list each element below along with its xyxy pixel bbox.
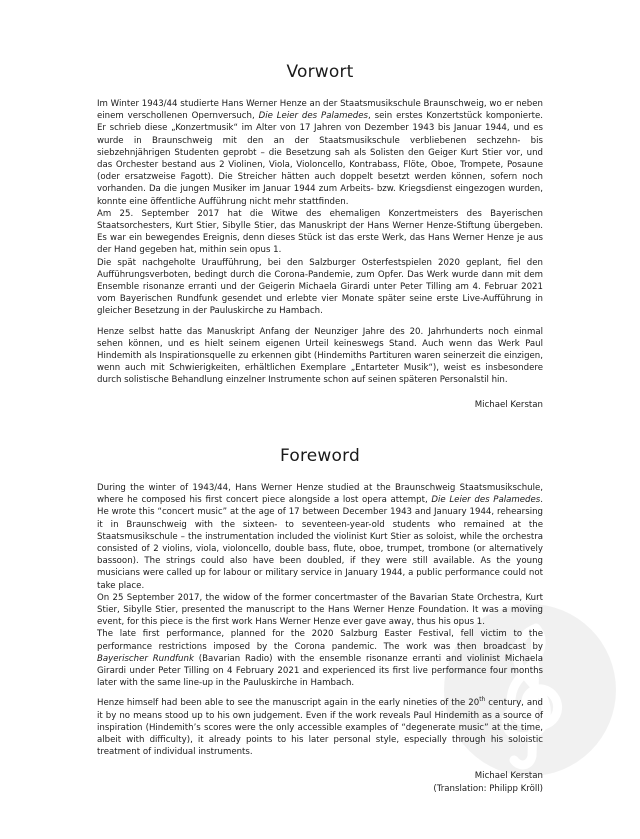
english-paragraph-2: On 25 September 2017, the widow of the former concertmaster of the Bavarian State Orchestra, Kurt Stier, Sibylle Stier, presented the manuscript to the Hans Werner Henze Foundation. It was a moving event, for this piece is the first work Hans Werner Henze ever gave away, thus his opus 1.	[97, 592, 543, 628]
german-paragraph-2: Am 25. September 2017 hat die Witwe des ehemaligen Konzertmeisters des Bayerischen Staatsorchesters, Kurt Stier, Sibylle Stier, das Manuskript der Hans Werner Henze-Stiftung übergeben. Es war ein bewegendes Ereignis, denn dieses Stück ist das erste Werk, das Hans Werner Henze je aus der Hand gegeben hat, mithin sein opus 1.	[97, 208, 543, 256]
english-signature: Michael Kerstan	[474, 771, 543, 782]
english-opera-title: Die Leier des Palamedes	[431, 495, 541, 506]
german-paragraph-1	[97, 98, 543, 208]
english-paragraph-3-part-b: (Bavarian Radio) with the ensemble risonanze erranti and violinist Michaela Girardi under Peter Tilling on 4 February 2021 and experienced its first live performance four months later with the same line-up in the Pauluskirche in Hambach.	[97, 653, 543, 689]
english-paragraph-3	[97, 628, 543, 689]
german-heading: Vorwort	[286, 62, 354, 82]
english-broadcaster-title: Bayerischer Rundfunk	[97, 653, 194, 664]
german-paragraph-1-part-a: Im Winter 1943/44 studierte Hans Werner Henze an der Staatsmusikschule Braunschweig, wo er neben einem verschollenen Opernversuch,	[97, 99, 543, 122]
german-paragraph-1-part-b: , sein erstes Konzertstück komponierte. Er schrieb diese „Konzertmusik“ im Alter von 17 Jahren von Dezember 1943 bis Januar 1944, und es wurde in Braunschweig mit den an der Staatsmusikschule verbliebenen sechzehn- bis siebzehnjährigen Studenten geprobt – die Besetzung sah als Solisten den Geiger Kurt Stier vor, und das Orchester bestand aus 2 Violinen, Viola, Violoncello, Kontrabass, Flöte, Oboe, Trompete, Posaune (oder ersatzweise Fagott). Die Streicher hätten auch doppelt besetzt werden können, sofern noch vorhanden. Da die jungen Musiker im Januar 1944 zum Arbeits- bzw. Kriegsdienst eingezogen wurden, konnte eine öffentliche Aufführung nicht mehr stattfinden.	[97, 111, 543, 207]
english-translation-credit: (Translation: Philipp Kröll)	[433, 783, 543, 794]
german-paragraph-4: Henze selbst hatte das Manuskript Anfang der Neunziger Jahre des 20. Jahrhunderts noch einmal sehen können, und es hielt seinem eigenen Urteil keineswegs Stand. Auch wenn das Werk Paul Hindemith als Inspirationsquelle zu erkennen gibt (Hindemiths Partituren waren seinerzeit die einzigen, wenn auch mit Schwierigkeiten, erhältlichen Exemplare „Entarteter Musik“), weist es insbesondere durch solistische Behandlung einzelner Instrumente schon auf seinen späteren Personalstil hin.	[97, 326, 543, 386]
english-paragraph-4	[97, 697, 543, 758]
english-paragraph-1	[97, 482, 543, 592]
english-section	[97, 446, 543, 795]
german-section	[97, 62, 543, 411]
english-heading: Foreword	[279, 446, 361, 466]
english-paragraph-1-part-a: During the winter of 1943/44, Hans Werner Henze studied at the Braunschweig Staatsmusikschule, where he composed his first concert piece alongside a lost opera attempt,	[97, 483, 543, 506]
english-paragraph-4-part-b: century, and it by no means stood up to his own judgement. Even if the work reveals Paul Hindemith as a source of inspiration (Hindemith’s scores were the only accessible examples of “degenerate music” at the time, albeit with difficulty), it already points to his later personal style, especially through his soloistic treatment of individual instruments.	[97, 698, 543, 758]
english-paragraph-3-part-a: The late first performance, planned for the 2020 Salzburg Easter Festival, fell victim to the performance restrictions imposed by the Corona pandemic. The work was then broadcast by	[97, 629, 543, 652]
german-paragraph-3: Die spät nachgeholte Uraufführung, bei den Salzburger Osterfestspielen 2020 geplant, fiel den Aufführungsverboten, bedingt durch die Corona-Pandemie, zum Opfer. Das Werk wurde dann mit dem Ensemble risonanze erranti und der Geigerin Michaela Girardi unter Peter Tilling am 4. Februar 2021 vom Bayerischen Rundfunk gesendet und erlebte vier Monate später seine erste Live-Aufführung in gleicher Besetzung in der Pauluskirche zu Hambach.	[97, 257, 543, 317]
english-paragraph-4-part-a: Henze himself had been able to see the manuscript again in the early nineties of the 20	[97, 698, 480, 709]
english-paragraph-1-part-b: . He wrote this “concert music” at the age of 17 between December 1943 and January 1944, rehearsing it in Braunschweig with the sixteen- to seventeen-year-old students who remained at the Staatsmusikschule – the instrumentation included the violinist Kurt Stier as soloist, while the orchestra consisted of 2 violins, viola, violoncello, double bass, flute, oboe, trumpet, trombone (or alternatively bassoon). The strings could also have been doubled, if they were still available. As the young musicians were called up for labour or military service in January 1944, a public performance could not take place.	[97, 495, 543, 591]
german-opera-title: Die Leier des Palamedes	[258, 111, 369, 122]
english-signature-block	[97, 770, 543, 794]
german-signature: Michael Kerstan	[474, 399, 543, 410]
english-ordinal-suffix: th	[479, 696, 486, 704]
